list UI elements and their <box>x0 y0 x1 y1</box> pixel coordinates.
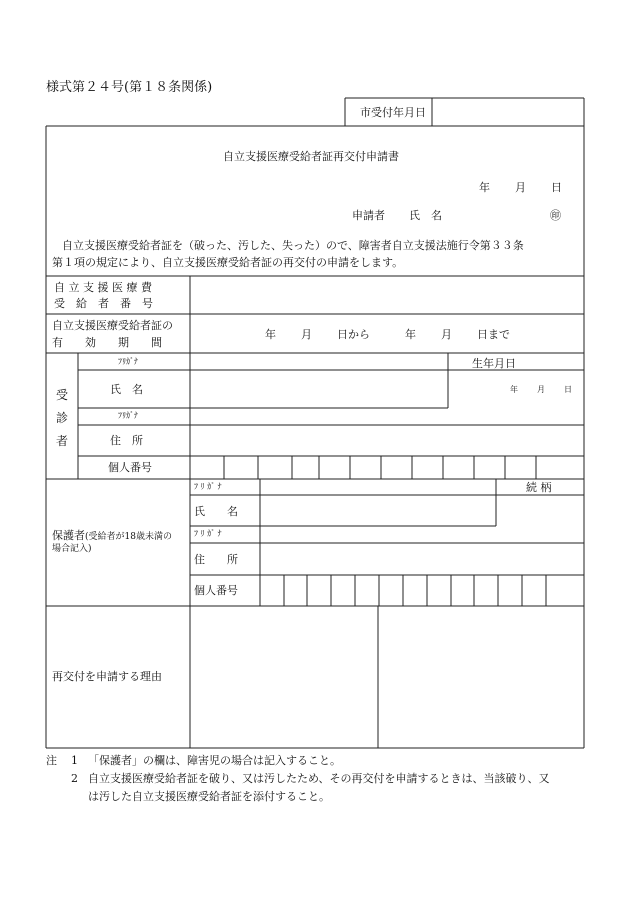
guardian-label-main: 保護者 <box>52 529 85 542</box>
patient-side-char-2: 診 <box>56 411 69 425</box>
date-year-label: 年 <box>479 181 490 194</box>
recipient-number-label-1: 自 立 支 援 医 療 費 <box>54 281 152 294</box>
guardian-label <box>52 530 172 542</box>
applicant-name-field[interactable] <box>448 204 548 224</box>
applicant-label: 申請者 <box>352 209 385 222</box>
guardian-label-note-1: (受給者が18歳未満の <box>85 532 172 542</box>
validity-label-2: 有 効 期 間 <box>52 336 162 349</box>
patient-birthdate-label: 生年月日 <box>472 357 516 370</box>
patient-address-label: 住 所 <box>110 434 143 447</box>
birth-year-label: 年 <box>510 385 518 394</box>
statement-line-2: 第１項の規定により、自立支援医療受給者証の再交付の申請をします。 <box>52 256 404 269</box>
validity-year-from: 年 <box>265 328 276 341</box>
patient-side-char-1: 受 <box>56 388 69 402</box>
guardian-personal-number-field[interactable] <box>260 575 584 606</box>
recipient-number-label-2: 受 給 者 番 号 <box>54 297 153 310</box>
receipt-date-label: 市受付年月日 <box>360 106 426 119</box>
birth-day-label: 日 <box>564 385 572 394</box>
patient-furigana-field[interactable] <box>190 353 448 370</box>
reason-field-left[interactable] <box>190 606 378 748</box>
birth-month-label: 月 <box>537 385 545 394</box>
reason-field-right[interactable] <box>378 606 584 748</box>
guardian-address-label: 住 所 <box>194 553 238 566</box>
statement-line-1: 自立支援医療受給者証を（破った、汚した、失った）ので、障害者自立支援法施行令第３３条 <box>62 239 524 252</box>
date-day-label: 日 <box>551 181 562 194</box>
receipt-date-field[interactable] <box>432 98 584 126</box>
guardian-furigana-field[interactable] <box>260 479 496 495</box>
patient-name-label: 氏 名 <box>110 383 143 396</box>
form-number: 様式第２４号(第１８条関係) <box>46 80 213 95</box>
patient-address-field[interactable] <box>190 425 584 456</box>
applicant-name-label: 氏 名 <box>409 209 442 222</box>
patient-furigana-label: ﾌﾘｶﾞﾅ <box>118 357 138 366</box>
note-1-number: 1 <box>71 754 78 767</box>
note-1-text: 「保護者」の欄は、障害児の場合は記入すること。 <box>88 754 341 767</box>
guardian-furigana-label: ﾌ ﾘ ｶﾞ ﾅ <box>194 482 222 491</box>
validity-day-to: 日まで <box>477 328 510 341</box>
patient-address-furigana-field[interactable] <box>190 408 584 425</box>
patient-side-char-3: 者 <box>56 434 69 448</box>
date-month-label: 月 <box>515 181 526 194</box>
note-2-line-1: 自立支援医療受給者証を破り、又は汚したため、その再交付を申請するときは、当該破り、又 <box>88 772 550 785</box>
validity-month-to: 月 <box>441 328 452 341</box>
guardian-label-note-2: 場合記入) <box>52 544 92 554</box>
reason-label: 再交付を申請する理由 <box>52 670 162 683</box>
guardian-relationship-field[interactable] <box>496 495 584 526</box>
validity-month-from: 月 <box>301 328 312 341</box>
form-title: 自立支援医療受給者証再交付申請書 <box>223 150 399 163</box>
patient-furigana2-label: ﾌﾘｶﾞﾅ <box>118 411 138 420</box>
guardian-name-label: 氏 名 <box>194 505 238 518</box>
guardian-relationship-label: 続 柄 <box>526 481 552 494</box>
recipient-number-field[interactable] <box>190 276 584 314</box>
guardian-personal-number-label: 個人番号 <box>194 584 238 597</box>
validity-label-1: 自立支援医療受給者証の <box>52 319 173 332</box>
note-2-number: 2 <box>71 772 78 785</box>
notes-prefix: 注 <box>46 754 57 767</box>
patient-name-field[interactable] <box>190 370 448 408</box>
guardian-furigana2-label: ﾌ ﾘ ｶﾞ ﾅ <box>194 529 222 538</box>
guardian-address-field[interactable] <box>260 543 584 575</box>
validity-day-from: 日から <box>337 328 370 341</box>
note-2-line-2: は汚した自立支援医療受給者証を添付すること。 <box>88 790 330 803</box>
patient-personal-number-label: 個人番号 <box>108 461 152 474</box>
patient-personal-number-field[interactable] <box>190 456 584 479</box>
seal-mark: ㊞ <box>550 209 561 222</box>
validity-year-to: 年 <box>405 328 416 341</box>
guardian-name-field[interactable] <box>260 495 496 526</box>
guardian-address-furigana-field[interactable] <box>260 526 584 543</box>
